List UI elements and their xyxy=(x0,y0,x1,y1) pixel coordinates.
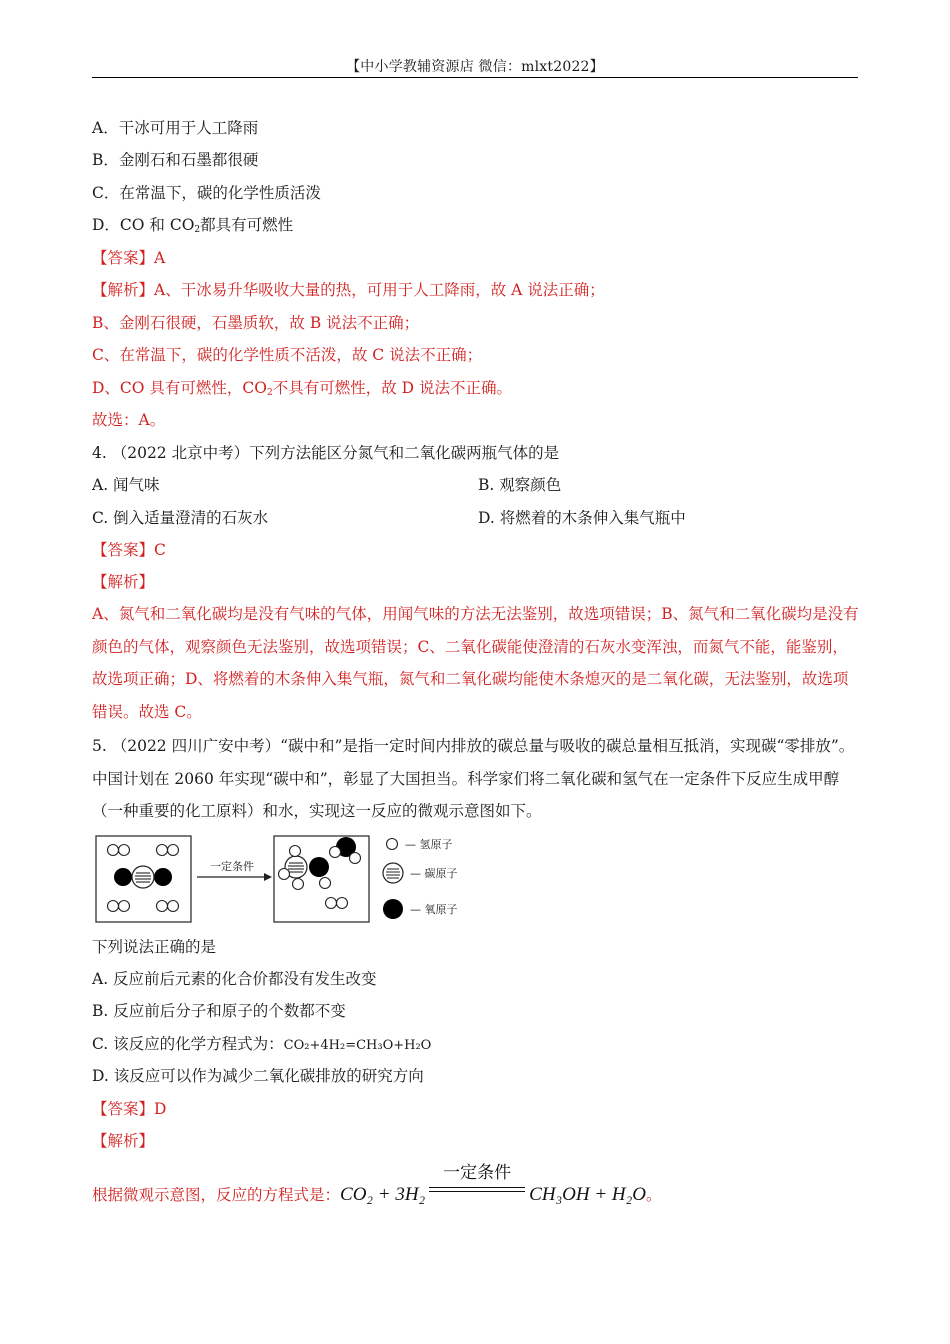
q5-analysis-equation-line xyxy=(92,1163,662,1206)
legend-carbon-label: — 碳原子 xyxy=(410,867,458,880)
q3-analysis-b: B、金刚石很硬，石墨质软，故 B 说法不正确； xyxy=(92,314,420,332)
q5-analysis-post: 。 xyxy=(645,1186,662,1204)
legend-hydrogen-icon xyxy=(387,839,398,850)
micro-reaction-diagram xyxy=(92,830,492,926)
q3-analysis-d xyxy=(92,377,512,399)
q5-option-b: B. 反应前后分子和原子的个数都不变 xyxy=(92,1002,346,1020)
q5-option-a: A. 反应前后元素的化合价都没有发生改变 xyxy=(92,970,377,988)
q4-option-b: B. 观察颜色 xyxy=(478,476,562,494)
q3-option-d xyxy=(92,214,293,236)
ch3oh-molecule xyxy=(279,846,331,890)
q3-option-d-pre: D．CO 和 CO xyxy=(92,216,195,234)
legend-hydrogen-label: — 氢原子 xyxy=(405,838,453,851)
q4-option-a: A. 闻气味 xyxy=(92,476,160,494)
equation-condition: 一定条件 xyxy=(443,1163,512,1183)
h2o-molecule xyxy=(330,837,361,864)
equation-lhs: CO₂ + 3H₂ xyxy=(340,1184,426,1205)
q5-option-c xyxy=(92,1033,431,1057)
legend-carbon-icon xyxy=(383,863,403,883)
h2-molecule xyxy=(108,845,179,856)
q3-option-d-post: 都具有可燃性 xyxy=(200,216,294,234)
q4-stem: 4. （2022 北京中考）下列方法能区分氮气和二氧化碳两瓶气体的是 xyxy=(92,444,560,462)
q3-answer: 【答案】A xyxy=(92,249,166,267)
q5-prompt: 下列说法正确的是 xyxy=(92,938,217,956)
q3-option-d-sub: 2 xyxy=(194,225,201,235)
h2-molecule xyxy=(108,901,179,912)
equation-rhs: CH₃OH + H₂O xyxy=(529,1184,646,1205)
q5-answer: 【答案】D xyxy=(92,1100,167,1118)
legend-oxygen-icon xyxy=(383,899,403,919)
q3-analysis-c: C、在常温下，碳的化学性质不活泼，故 C 说法不正确； xyxy=(92,346,483,364)
page-header: 【中小学教辅资源店 微信：mlxt2022】 xyxy=(346,59,604,75)
q5-option-d: D. 该反应可以作为减少二氧化碳排放的研究方向 xyxy=(92,1067,424,1085)
q4-option-c: C. 倒入适量澄清的石灰水 xyxy=(92,509,269,527)
q3-analysis-d-pre: D、CO 具有可燃性，CO xyxy=(92,379,267,397)
q3-analysis-d-sub: 2 xyxy=(267,388,273,398)
q4-analysis-label: 【解析】 xyxy=(92,573,155,591)
co2-molecule xyxy=(114,866,172,888)
q4-option-d: D. 将燃着的木条伸入集气瓶中 xyxy=(478,509,686,527)
q5-analysis-label: 【解析】 xyxy=(92,1132,155,1150)
q3-analysis-a: 【解析】A、干冰易升华吸收大量的热，可用于人工降雨，故 A 说法正确； xyxy=(92,281,605,299)
q5-stem: 5. （2022 四川广安中考）“碳中和”是指一定时间内排放的碳总量与吸收的碳总量相互抵消，实现碳“零排放”。中国计划在 2060 年实现“碳中和”，彰显了大国担当。科学家们将二氧化碳和氢气在一定条件下反应生成甲醇（一种重要的化工原料）和水，实现这一反应的微观示意图如下。 xyxy=(92,737,855,820)
q4-answer: 【答案】C xyxy=(92,541,166,559)
q3-option-b: B．金刚石和石墨都很硬 xyxy=(92,151,259,169)
reaction-arrow-head xyxy=(264,873,272,881)
q3-option-c: C．在常温下，碳的化学性质活泼 xyxy=(92,184,321,202)
q5-option-c-equation: CO₂+4H₂=CH₃O+H₂O xyxy=(283,1038,432,1053)
q4-analysis-text: A、氮气和二氧化碳均是没有气味的气体，用闻气味的方法无法鉴别，故选项错误；B、氮气和二氧化碳均是没有颜色的气体，观察颜色无法鉴别，故选项错误；C、二氧化碳能使澄清的石灰水变浑浊，而氮气不能，能鉴别，故选项正确；D、将燃着的木条伸入集气瓶，氮气和二氧化碳均能使木条熄灭的是二氧化碳，无法鉴别，故选项错误。故选 C。 xyxy=(92,605,859,721)
q3-option-a: A．干冰可用于人工降雨 xyxy=(92,119,259,137)
q5-analysis-pre: 根据微观示意图，反应的方程式是： xyxy=(92,1186,341,1204)
header-rule xyxy=(92,77,858,78)
legend-oxygen-label: — 氧原子 xyxy=(410,903,458,916)
q3-conclusion: 故选：A。 xyxy=(92,411,166,429)
q5-option-c-pre: C. 该反应的化学方程式为： xyxy=(92,1035,284,1053)
arrow-condition-label: 一定条件 xyxy=(210,860,254,873)
h2-molecule xyxy=(326,898,348,909)
q3-analysis-d-post: 不具有可燃性，故 D 说法不正确。 xyxy=(272,379,513,397)
equation-arrow xyxy=(427,1163,527,1202)
